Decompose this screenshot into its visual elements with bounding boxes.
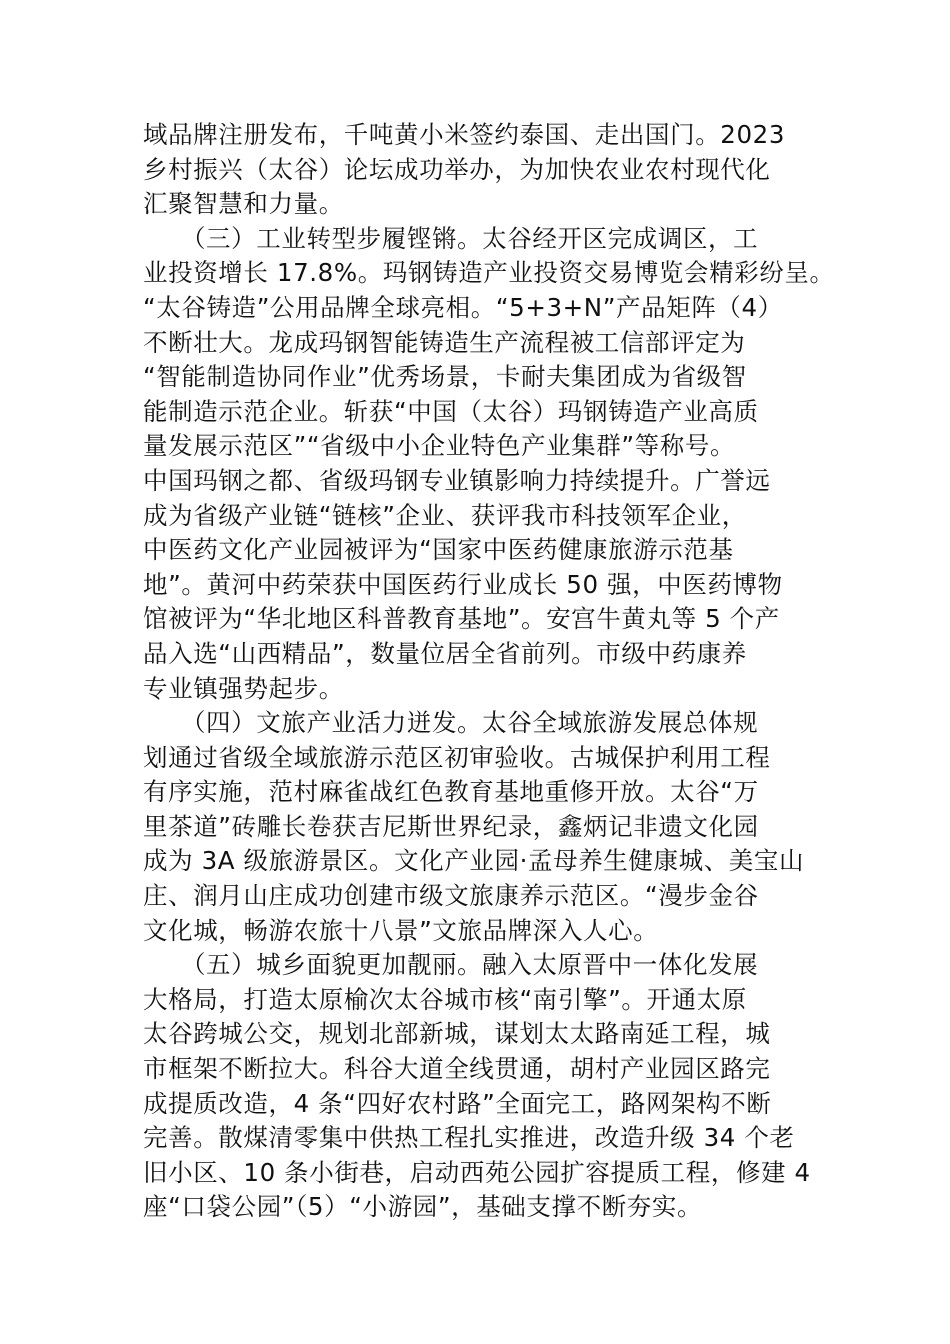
text-line: 汇聚智慧和力量。 <box>143 189 344 219</box>
text-line: 能制造示范企业。斩获“中国（太谷）玛钢铸造产业高质 <box>143 396 759 426</box>
text-line: 域品牌注册发布，千吨黄小米签约泰国、走出国门。2023 <box>143 120 786 149</box>
text-line: 有序实施，范村麻雀战红色教育基地重修开放。太谷“万 <box>143 777 759 807</box>
text-line: 成提质改造，4 条“四好农村路”全面完工，路网架构不断 <box>143 1088 772 1118</box>
text-line: 里茶道”砖雕长卷获吉尼斯世界纪录，鑫炳记非遗文化园 <box>143 811 759 841</box>
text-line: 不断壮大。龙成玛钢智能铸造生产流程被工信部评定为 <box>143 327 746 357</box>
body-text <box>143 118 835 1225</box>
section-heading-line: （三）工业转型步履铿锵。太谷经开区完成调区，工 <box>143 223 759 253</box>
text-line: 文化城，畅游农旅十八景”文旅品牌深入人心。 <box>143 915 659 945</box>
text-line: 馆被评为“华北地区科普教育基地”。安宫牛黄丸等 5 个产 <box>143 604 780 634</box>
text-line: 成为省级产业链“链核”企业、获评我市科技领军企业， <box>143 500 747 530</box>
text-line: 中医药文化产业园被评为“国家中医药健康旅游示范基 <box>143 535 734 565</box>
text-line: 划通过省级全域旅游示范区初审验收。古城保护利用工程 <box>143 742 771 772</box>
text-line: 乡村振兴（太谷）论坛成功举办，为加快农业农村现代化 <box>143 154 771 184</box>
text-line: 中国玛钢之都、省级玛钢专业镇影响力持续提升。广誉远 <box>143 465 771 495</box>
text-line: 旧小区、10 条小街巷，启动西苑公园扩容提质工程，修建 4 <box>143 1157 811 1187</box>
section-heading-line: （五）城乡面貌更加靓丽。融入太原晋中一体化发展 <box>143 950 759 980</box>
section-heading-line: （四）文旅产业活力迸发。太谷全域旅游发展总体规 <box>143 708 759 738</box>
text-line: 业投资增长 17.8%。玛钢铸造产业投资交易博览会精彩纷呈。 <box>143 258 835 288</box>
text-line: 市框架不断拉大。科谷大道全线贯通，胡村产业园区路完 <box>143 1054 771 1084</box>
text-line: 品入选“山西精品”，数量位居全省前列。市级中药康养 <box>143 638 747 668</box>
text-line: 地”。黄河中药荣获中国医药行业成长 50 强，中医药博物 <box>143 569 783 599</box>
text-line: 太谷跨城公交，规划北部新城，谋划太太路南延工程，城 <box>143 1019 771 1049</box>
text-line: 完善。散煤清零集中供热工程扎实推进，改造升级 34 个老 <box>143 1123 795 1153</box>
text-line: 成为 3A 级旅游景区。文化产业园·孟母养生健康城、美宝山 <box>143 846 805 876</box>
text-line: “太谷铸造”公用品牌全球亮相。“5+3+N”产品矩阵（4） <box>143 292 783 322</box>
text-line: 专业镇强势起步。 <box>143 673 344 703</box>
text-line: “智能制造协同作业”优秀场景，卡耐夫集团成为省级智 <box>143 362 747 392</box>
text-line: 庄、润月山庄成功创建市级文旅康养示范区。“漫步金谷 <box>143 881 759 911</box>
text-line: 座“口袋公园”（5）“小游园”，基础支撑不断夯实。 <box>143 1192 703 1222</box>
text-line: 量发展示范区”“省级中小企业特色产业集群”等称号。 <box>143 431 736 461</box>
text-line: 大格局，打造太原榆次太谷城市核“南引擎”。开通太原 <box>143 984 747 1014</box>
